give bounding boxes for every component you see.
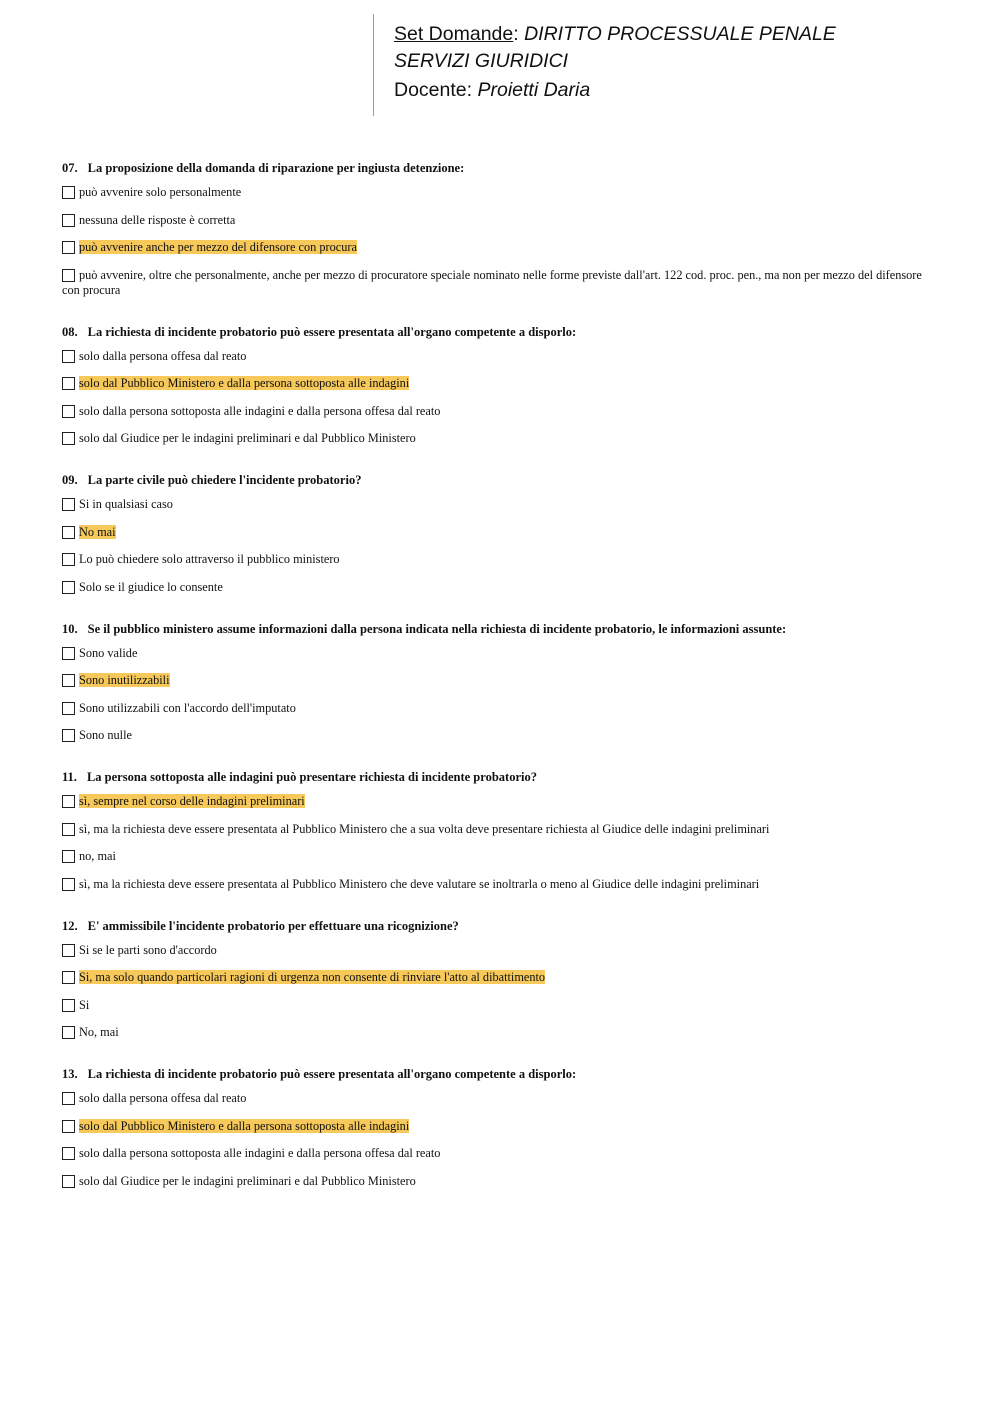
answer-checkbox[interactable] (62, 498, 75, 511)
answer-checkbox[interactable] (62, 823, 75, 836)
answer-text: solo dalla persona sottoposta alle indagini e dalla persona offesa dal reato (79, 1146, 441, 1160)
answer-option (62, 943, 942, 958)
question-title (62, 1064, 942, 1084)
answer-option-correct (62, 970, 942, 985)
answer-option (62, 268, 942, 298)
question-title (62, 470, 942, 490)
answer-checkbox[interactable] (62, 186, 75, 199)
answer-option (62, 349, 942, 364)
answer-checkbox[interactable] (62, 878, 75, 891)
answer-text-highlighted: sì, sempre nel corso delle indagini preliminari (79, 794, 305, 808)
answer-checkbox[interactable] (62, 581, 75, 594)
answer-checkbox[interactable] (62, 553, 75, 566)
answer-text: no, mai (79, 849, 116, 863)
question-number: 12. (62, 918, 78, 933)
answer-text: solo dalla persona offesa dal reato (79, 348, 247, 363)
answer-checkbox[interactable] (62, 432, 75, 445)
question-number: 11. (62, 770, 77, 784)
question-number: 07. (62, 161, 78, 175)
answer-text: Si in qualsiasi caso (79, 497, 173, 511)
answer-text-highlighted: Sono inutilizzabili (79, 673, 170, 687)
answer-option-correct (62, 1119, 942, 1134)
answer-option (62, 404, 942, 419)
answer-option (62, 646, 942, 661)
question-number: 08. (62, 324, 78, 339)
question-text: La persona sottoposta alle indagini può presentare richiesta di incidente probatorio? (86, 770, 537, 784)
answer-option (62, 1174, 942, 1189)
answer-option (62, 552, 942, 567)
set-label-colon: : (513, 23, 519, 45)
question-title (62, 158, 942, 178)
answer-option (62, 185, 942, 200)
answer-checkbox[interactable] (62, 999, 75, 1012)
subject-title: DIRITTO PROCESSUALE PENALE (524, 23, 836, 45)
answer-option-correct (62, 673, 942, 688)
question-text: E' ammissibile l'incidente probatorio per effettuare una ricognizione? (87, 918, 459, 933)
question-item (62, 1064, 942, 1189)
answer-text: Sono nulle (79, 728, 132, 742)
document-header (373, 14, 964, 116)
answer-checkbox[interactable] (62, 729, 75, 742)
answer-checkbox[interactable] (62, 350, 75, 363)
answer-text: Lo può chiedere solo attraverso il pubblico ministero (79, 552, 340, 566)
question-item (62, 158, 942, 298)
answer-option (62, 1091, 942, 1106)
answer-text-highlighted: No mai (79, 524, 116, 539)
question-item (62, 619, 942, 744)
question-text: Se il pubblico ministero assume informazioni dalla persona indicata nella richiesta di incidente probatorio, le informazioni assunte: (87, 621, 787, 636)
answer-text-highlighted: solo dal Pubblico Ministero e dalla persona sottoposta alle indagini (79, 376, 410, 390)
answer-text: solo dalla persona offesa dal reato (79, 1091, 247, 1105)
answer-option (62, 213, 942, 228)
answer-text: Si se le parti sono d'accordo (79, 942, 217, 957)
question-text: La richiesta di incidente probatorio può essere presentata all'organo competente a disporlo: (87, 1067, 577, 1081)
answer-checkbox[interactable] (62, 1026, 75, 1039)
question-number: 13. (62, 1067, 78, 1081)
answer-text: Solo se il giudice lo consente (79, 579, 223, 594)
answer-text: nessuna delle risposte è corretta (79, 212, 236, 227)
header-teacher-line (394, 77, 590, 103)
answer-text: Si (79, 997, 90, 1012)
answer-option-correct (62, 525, 942, 540)
question-item (62, 916, 942, 1041)
answer-text: può avvenire, oltre che personalmente, anche per mezzo di procuratore speciale nominato nelle forme previste dall'art. 122 cod. proc. pen., ma non per mezzo del difensore con procura (62, 267, 922, 297)
course-title: SERVIZI GIURIDICI (394, 50, 569, 72)
question-item (62, 767, 942, 892)
set-label: Set Domande (394, 23, 514, 45)
answer-checkbox[interactable] (62, 674, 75, 687)
answer-option (62, 580, 942, 595)
question-text: La proposizione della domanda di riparazione per ingiusta detenzione: (87, 161, 465, 175)
teacher-label: Docente: (394, 79, 473, 101)
answer-option (62, 822, 942, 837)
question-item (62, 470, 942, 595)
answer-checkbox[interactable] (62, 1120, 75, 1133)
answer-option (62, 431, 942, 446)
answer-option (62, 1146, 942, 1161)
answer-option (62, 1025, 942, 1040)
question-number: 09. (62, 473, 78, 487)
answer-text-highlighted: solo dal Pubblico Ministero e dalla persona sottoposta alle indagini (79, 1118, 410, 1133)
question-title (62, 916, 942, 936)
answer-checkbox[interactable] (62, 1092, 75, 1105)
answer-checkbox[interactable] (62, 269, 75, 282)
question-item (62, 322, 942, 447)
answer-option (62, 728, 942, 743)
answer-option (62, 998, 942, 1013)
answer-text: Sono valide (79, 645, 138, 660)
teacher-name: Proietti Daria (477, 79, 591, 101)
answer-option-correct (62, 240, 942, 255)
question-text: La richiesta di incidente probatorio può essere presentata all'organo competente a disporlo: (87, 324, 577, 339)
answer-text: No, mai (79, 1025, 119, 1039)
answer-option (62, 701, 942, 716)
answer-text: sì, ma la richiesta deve essere presentata al Pubblico Ministero che a sua volta deve presentare richiesta al Giudice delle indagini preliminari (79, 821, 770, 836)
answer-text: solo dal Giudice per le indagini preliminari e dal Pubblico Ministero (79, 431, 416, 445)
answer-text: Sono utilizzabili con l'accordo dell'imputato (79, 700, 296, 715)
answer-text: sì, ma la richiesta deve essere presentata al Pubblico Ministero che deve valutare se inoltrarla o meno al Giudice delle indagini preliminari (79, 876, 760, 891)
question-list (62, 158, 942, 1213)
answer-option (62, 877, 942, 892)
answer-checkbox[interactable] (62, 702, 75, 715)
answer-text: solo dal Giudice per le indagini preliminari e dal Pubblico Ministero (79, 1173, 416, 1188)
answer-option (62, 849, 942, 864)
answer-checkbox[interactable] (62, 971, 75, 984)
answer-option-correct (62, 376, 942, 391)
answer-checkbox[interactable] (62, 214, 75, 227)
question-title (62, 767, 942, 787)
answer-checkbox[interactable] (62, 647, 75, 660)
answer-checkbox[interactable] (62, 526, 75, 539)
answer-checkbox[interactable] (62, 241, 75, 254)
answer-text: può avvenire solo personalmente (79, 185, 242, 199)
answer-checkbox[interactable] (62, 1175, 75, 1188)
header-subject-line (394, 21, 836, 47)
question-title (62, 619, 942, 639)
answer-checkbox[interactable] (62, 377, 75, 390)
answer-checkbox[interactable] (62, 850, 75, 863)
answer-text-highlighted: Si, ma solo quando particolari ragioni di urgenza non consente di rinviare l'atto al dibattimento (79, 970, 546, 984)
answer-checkbox[interactable] (62, 944, 75, 957)
answer-text-highlighted: può avvenire anche per mezzo del difensore con procura (79, 240, 357, 254)
answer-option (62, 497, 942, 512)
answer-checkbox[interactable] (62, 795, 75, 808)
answer-checkbox[interactable] (62, 405, 75, 418)
question-text: La parte civile può chiedere l'incidente probatorio? (87, 473, 362, 487)
answer-option-correct (62, 794, 942, 809)
answer-checkbox[interactable] (62, 1147, 75, 1160)
answer-text: solo dalla persona sottoposta alle indagini e dalla persona offesa dal reato (79, 403, 441, 418)
question-number: 10. (62, 621, 78, 636)
header-course-line (394, 48, 568, 74)
question-title (62, 322, 942, 342)
